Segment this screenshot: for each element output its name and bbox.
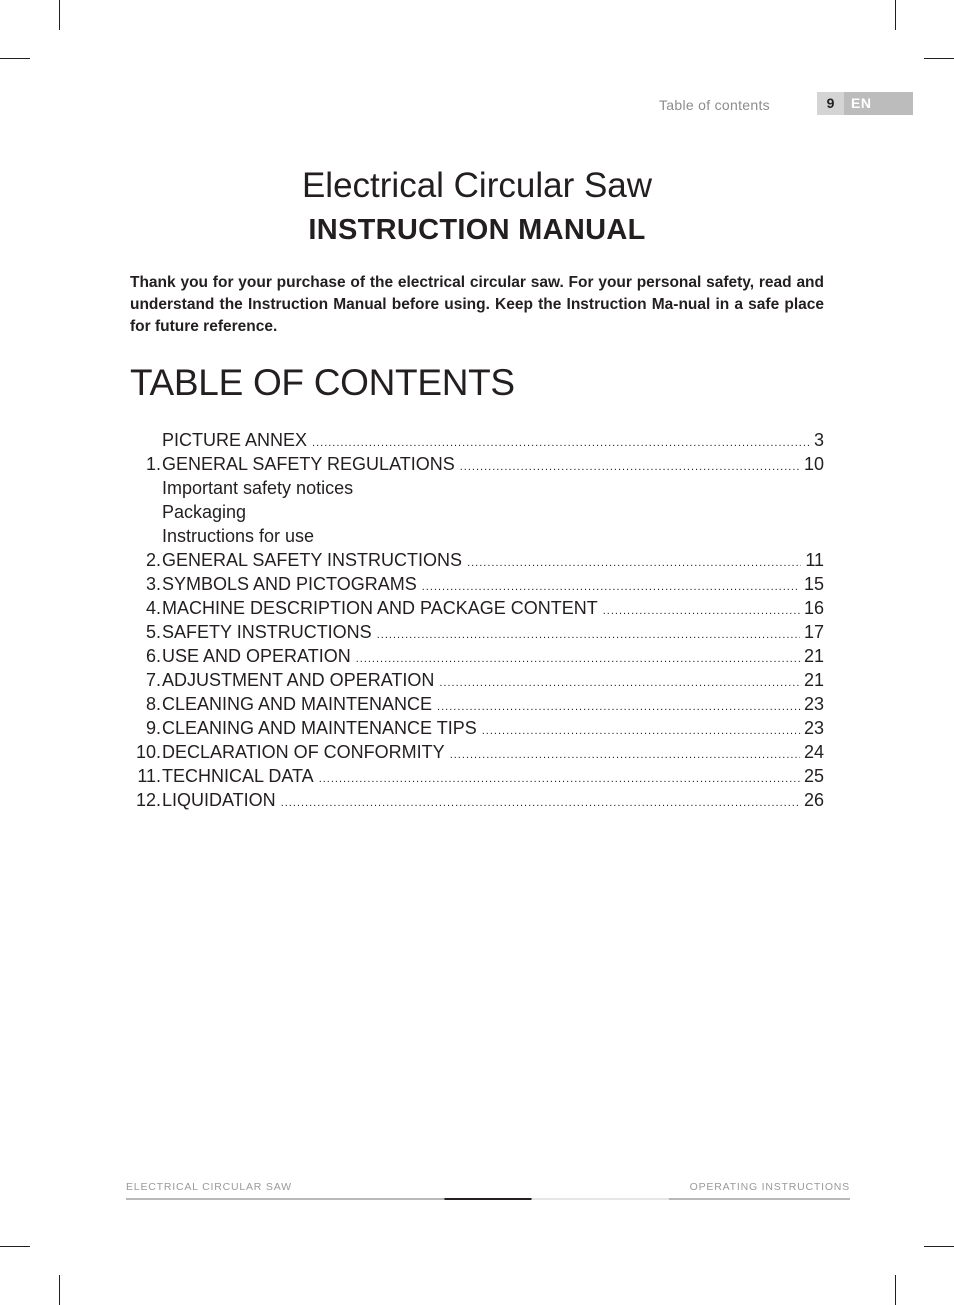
toc-entry-page: 15 xyxy=(803,574,824,594)
crop-mark xyxy=(0,58,30,59)
toc-leader-dots xyxy=(460,455,800,479)
toc-entry-page: 3 xyxy=(813,430,824,450)
toc-entry[interactable] xyxy=(130,572,824,596)
toc-leader-dots xyxy=(439,671,800,695)
toc-entry-title: CLEANING AND MAINTENANCE xyxy=(162,694,433,714)
toc-entry-title: GENERAL SAFETY REGULATIONS xyxy=(162,454,455,474)
footer-rule xyxy=(126,1198,850,1200)
toc-subentry-title: Instructions for use xyxy=(162,526,315,546)
intro-paragraph: Thank you for your purchase of the electrical circular saw. For your personal safety, read and understand the Instruction Manual before using. Keep the Instruction Ma-nual in a safe place for future reference. xyxy=(130,274,824,335)
toc-leader-dots xyxy=(450,743,800,767)
toc-entry-page: 25 xyxy=(803,766,824,786)
toc-entry[interactable] xyxy=(130,788,824,812)
toc-entry[interactable] xyxy=(130,740,824,764)
toc-subentry-title: Packaging xyxy=(162,502,247,522)
page-number: 9 xyxy=(817,92,844,115)
toc-entry-title: USE AND OPERATION xyxy=(162,646,351,666)
toc-leader-dots xyxy=(281,791,800,815)
toc-entry-page: 16 xyxy=(803,598,824,618)
toc-entry[interactable] xyxy=(130,764,824,788)
toc-entry[interactable] xyxy=(130,620,824,644)
toc-entry-number: 2. xyxy=(145,550,161,570)
toc-leader-dots xyxy=(319,767,800,791)
toc-entry-page: 17 xyxy=(803,622,824,642)
toc-entry-number: 8. xyxy=(145,694,161,714)
footer-product-name: ELECTRICAL CIRCULAR SAW xyxy=(126,1181,292,1193)
toc-subentry[interactable] xyxy=(130,524,824,548)
toc-leader-dots xyxy=(603,599,800,623)
toc-entry-page: 23 xyxy=(803,718,824,738)
toc-entry-number: 11. xyxy=(137,766,161,786)
toc-leader-dots xyxy=(467,551,801,575)
toc-entry-number: 10. xyxy=(135,742,161,762)
crop-mark xyxy=(0,1246,30,1247)
toc-entry-title: TECHNICAL DATA xyxy=(162,766,314,786)
crop-mark xyxy=(895,1275,896,1305)
toc-entry[interactable] xyxy=(130,452,824,476)
document-title: Electrical Circular Saw xyxy=(301,166,653,205)
toc-entry-title: SAFETY INSTRUCTIONS xyxy=(162,622,372,642)
crop-mark xyxy=(924,58,954,59)
toc-leader-dots xyxy=(437,695,800,719)
crop-mark xyxy=(924,1246,954,1247)
toc-heading: TABLE OF CONTENTS xyxy=(130,362,515,403)
toc-entry-number: 9. xyxy=(145,718,161,738)
toc-entry[interactable] xyxy=(130,644,824,668)
toc-entry[interactable] xyxy=(130,668,824,692)
toc-entry-number: 3. xyxy=(145,574,161,594)
crop-mark xyxy=(59,0,60,30)
toc-list xyxy=(130,428,824,812)
toc-entry-page: 10 xyxy=(803,454,824,474)
crop-mark xyxy=(59,1275,60,1305)
toc-entry-title: GENERAL SAFETY INSTRUCTIONS xyxy=(162,550,463,570)
toc-entry-number: 7. xyxy=(145,670,161,690)
toc-entry[interactable] xyxy=(130,548,824,572)
toc-entry-number: 1. xyxy=(145,454,161,474)
footer-document-type: OPERATING INSTRUCTIONS xyxy=(689,1181,850,1193)
toc-entry-page: 21 xyxy=(803,670,824,690)
toc-entry-page: 21 xyxy=(803,646,824,666)
toc-entry[interactable] xyxy=(130,596,824,620)
toc-entry-number: 12. xyxy=(135,790,161,810)
toc-leader-dots xyxy=(482,719,800,743)
page-tab xyxy=(817,92,913,115)
toc-subentry[interactable] xyxy=(130,500,824,524)
running-header: Table of contents xyxy=(659,97,770,113)
toc-entry-number: 4. xyxy=(145,598,161,618)
toc-entry-title: LIQUIDATION xyxy=(162,790,276,810)
toc-entry-title: PICTURE ANNEX xyxy=(162,430,308,450)
toc-entry-page: 23 xyxy=(803,694,824,714)
toc-entry[interactable] xyxy=(130,692,824,716)
toc-subentry[interactable] xyxy=(130,476,824,500)
toc-leader-dots xyxy=(377,623,800,647)
toc-subentry-title: Important safety notices xyxy=(162,478,354,498)
toc-entry-title: MACHINE DESCRIPTION AND PACKAGE CONTENT xyxy=(162,598,598,618)
toc-entry[interactable] xyxy=(130,428,824,452)
toc-entry-number: 6. xyxy=(145,646,161,666)
toc-entry-page: 24 xyxy=(803,742,824,762)
document-subtitle: INSTRUCTION MANUAL xyxy=(308,214,646,246)
toc-entry[interactable] xyxy=(130,716,824,740)
toc-entry-title: ADJUSTMENT AND OPERATION xyxy=(162,670,435,690)
toc-entry-number: 5. xyxy=(145,622,161,642)
toc-entry-title: CLEANING AND MAINTENANCE TIPS xyxy=(162,718,477,738)
toc-entry-title: DECLARATION OF CONFORMITY xyxy=(162,742,445,762)
toc-entry-title: SYMBOLS AND PICTOGRAMS xyxy=(162,574,417,594)
toc-entry-page: 26 xyxy=(803,790,824,810)
toc-entry-page: 11 xyxy=(805,550,824,570)
crop-mark xyxy=(895,0,896,30)
language-label: EN xyxy=(851,95,872,111)
